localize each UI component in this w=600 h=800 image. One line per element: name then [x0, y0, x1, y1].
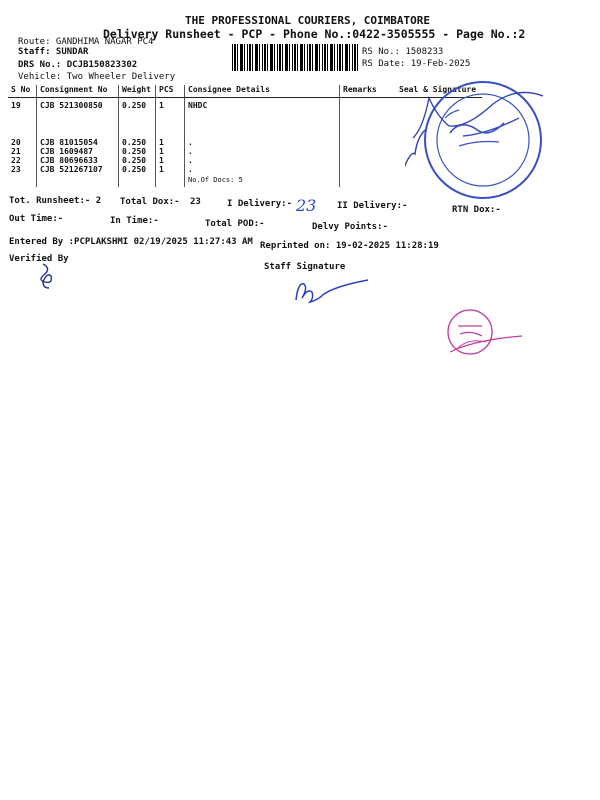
- seal-stamp-icon: [405, 78, 565, 208]
- reprinted-on: Reprinted on: 19-02-2025 11:28:19: [260, 241, 439, 251]
- cell-sno: 20: [11, 138, 21, 147]
- col-weight: Weight: [119, 85, 156, 98]
- cell-consignment: CJB 521267107: [37, 165, 119, 187]
- no-of-docs: No.Of Docs: 5: [188, 176, 243, 184]
- entered-by: Entered By :PCPLAKSHMI 02/19/2025 11:27:43 AM: [9, 237, 253, 247]
- verifier-signature-icon: [33, 260, 63, 290]
- staff-label: Staff: SUNDAR: [18, 47, 89, 57]
- vehicle-label: Vehicle: Two Wheeler Delivery: [18, 72, 176, 82]
- cell-pcs: 1: [156, 98, 185, 139]
- cell-weight: 0.250: [119, 156, 156, 165]
- cell-consignment: CJB 521300850: [37, 98, 119, 139]
- total-dox-label: Total Dox:-: [120, 197, 180, 207]
- col-consignment: Consignment No: [37, 85, 119, 98]
- col-sno: S No: [8, 85, 37, 98]
- cell-sno: 21: [11, 147, 21, 156]
- total-pod-label: Total POD:-: [205, 219, 265, 229]
- cell-remarks: [340, 156, 397, 165]
- delvy-points-label: Delvy Points:-: [312, 222, 388, 232]
- barcode-image: [232, 44, 358, 71]
- col-pcs: PCS: [156, 85, 185, 98]
- rs-date: RS Date: 19-Feb-2025: [362, 59, 471, 69]
- cell-consignee-text: .: [188, 165, 193, 174]
- cell-consignee: [185, 165, 340, 187]
- col-consignee: Consignee Details: [185, 85, 340, 98]
- cell-consignment: CJB 1609487: [37, 147, 119, 156]
- small-stamp-icon: [440, 304, 525, 364]
- verified-by: Verified By: [9, 254, 69, 264]
- tot-runsheet: Tot. Runsheet:- 2: [9, 196, 102, 206]
- cell-weight: 0.250: [119, 98, 156, 139]
- cell-consignee: .: [185, 138, 340, 147]
- route-label: Route: GANDHIMA NAGAR PC4: [18, 37, 154, 47]
- i-delivery-handwritten: 23: [296, 196, 317, 215]
- cell-sno: 22: [11, 156, 21, 165]
- staff-signature-icon: [288, 276, 373, 312]
- cell-sno: 23: [11, 165, 21, 174]
- drs-number: DRS No.: DCJB150823302: [18, 60, 138, 70]
- rs-number: RS No.: 1508233: [362, 47, 444, 57]
- cell-remarks: [340, 147, 397, 156]
- in-time-label: In Time:-: [110, 216, 159, 226]
- cell-remarks: [340, 98, 397, 139]
- ii-delivery-label: II Delivery:-: [337, 201, 408, 211]
- cell-pcs: 1: [156, 156, 185, 165]
- total-dox-value: 23: [190, 197, 201, 207]
- out-time-label: Out Time:-: [9, 214, 64, 224]
- cell-consignee: .: [185, 156, 340, 165]
- company-title: THE PROFESSIONAL COURIERS, COIMBATORE: [185, 14, 431, 27]
- cell-consignee: NHDC: [185, 98, 340, 139]
- cell-weight: 0.250: [119, 165, 156, 187]
- i-delivery-label: I Delivery:-: [227, 199, 293, 209]
- cell-pcs: 1: [156, 165, 185, 187]
- cell-consignee: .: [185, 147, 340, 156]
- cell-pcs: 1: [156, 147, 185, 156]
- cell-remarks: [340, 138, 397, 147]
- staff-signature-label: Staff Signature: [264, 262, 346, 272]
- cell-consignment: CJB 81015054: [37, 138, 119, 147]
- runsheet-subtitle: Delivery Runsheet - PCP - Phone No.:0422-3505555 - Page No.:2: [103, 27, 526, 41]
- cell-consignment: CJB 80696633: [37, 156, 119, 165]
- rtn-dox-label: RTN Dox:-: [452, 205, 501, 215]
- cell-remarks: [340, 165, 397, 187]
- cell-weight: 0.250: [119, 138, 156, 147]
- cell-pcs: 1: [156, 138, 185, 147]
- cell-sno: 19: [11, 101, 21, 110]
- col-seal: Seal & Signature: [396, 85, 482, 98]
- col-remarks: Remarks: [340, 85, 397, 98]
- cell-weight: 0.250: [119, 147, 156, 156]
